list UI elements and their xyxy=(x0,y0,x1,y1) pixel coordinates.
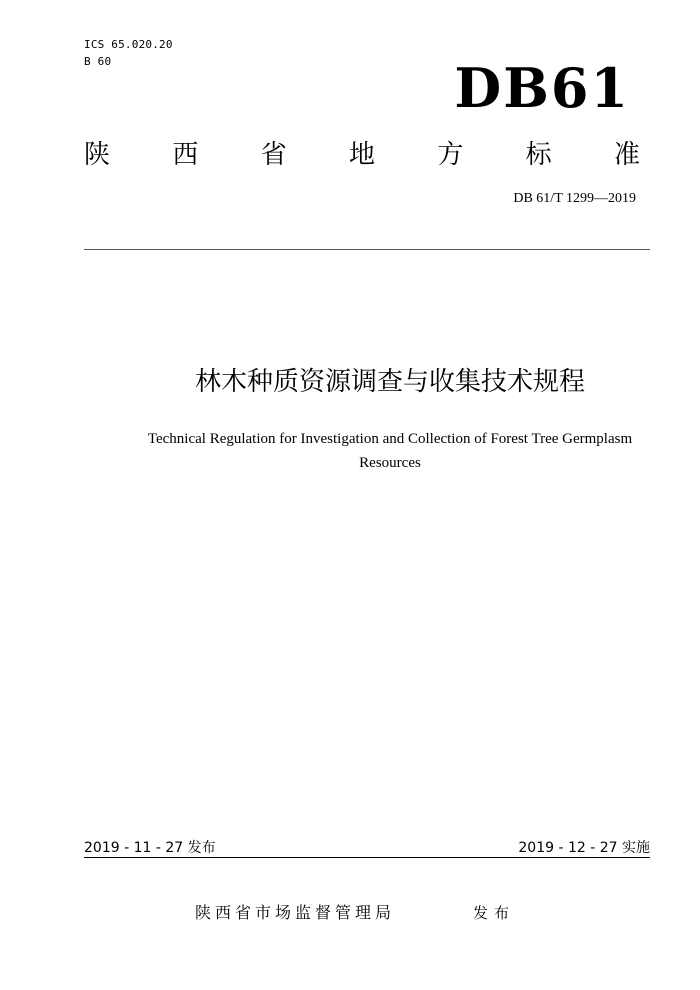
ccs-code: B 60 xyxy=(84,55,112,68)
standard-number: DB 61/T 1299—2019 xyxy=(513,191,636,206)
title-english: Technical Regulation for Investigation and Collection of Forest Tree Germplasm Resources xyxy=(147,431,633,471)
db-logo: DB61 xyxy=(454,56,630,120)
standard-type-char: 地 xyxy=(348,140,375,170)
ics-code: ICS 65.020.20 xyxy=(84,38,173,51)
footer-divider xyxy=(84,857,650,858)
issue-date: 2019 - 11 - 27 发布 xyxy=(84,840,216,856)
standard-type-char: 标 xyxy=(525,140,552,170)
standard-type-char: 方 xyxy=(437,140,464,170)
title-chinese: 林木种质资源调查与收集技术规程 xyxy=(194,367,585,397)
issue-action-label: 发布 xyxy=(473,904,516,922)
standard-type-char: 西 xyxy=(172,140,199,170)
standard-type-char: 准 xyxy=(613,140,640,170)
standard-type-char: 省 xyxy=(260,140,287,170)
standard-type-heading xyxy=(84,137,640,173)
issuing-authority: 陕西省市场监督管理局 xyxy=(195,903,396,922)
header-divider xyxy=(84,249,650,250)
implementation-date: 2019 - 12 - 27 实施 xyxy=(518,840,650,856)
standard-type-char: 陕 xyxy=(84,140,111,170)
